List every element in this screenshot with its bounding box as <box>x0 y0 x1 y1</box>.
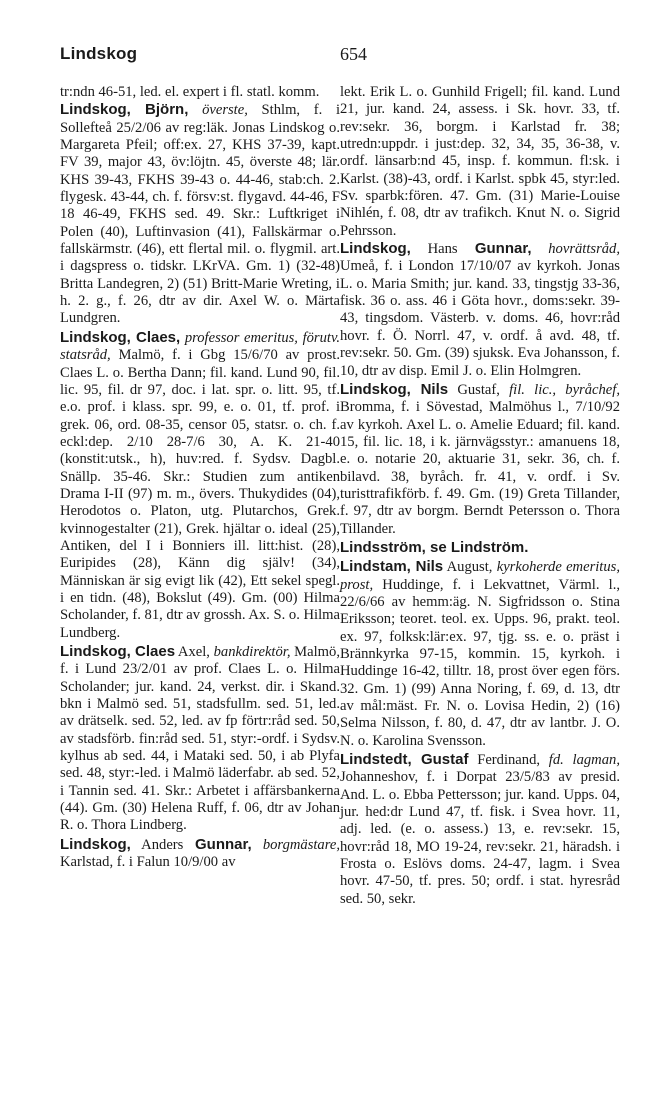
entry-body: Karlstad, f. i Falun 10/9/00 av <box>60 854 236 871</box>
entry-lindskog-nils <box>340 381 620 538</box>
entry-surname: Lindskog, <box>340 240 411 258</box>
continued-entry-text: tr:ndn 46-51, led. el. expert i fl. statl. komm. <box>60 84 320 100</box>
entry-lindskog-hans-gunnar <box>340 240 620 380</box>
entry-given-name: Nils <box>410 558 444 576</box>
entry-given-name-bold: Gunnar, <box>183 835 252 853</box>
cross-reference-text: Lindsström, se Lindström. <box>340 538 529 556</box>
entry-lindskog-gunnar <box>60 836 340 872</box>
entry-body: Bromma, f. i Sövestad, Malmöhus l., 7/10/92 av kyrkoh. Axel L. o. Amelie Eduard; fil. kand. 15, fil. lic. 18, i k. järnvägsstyr.: amanuens 18, e. o. notarie 20, aktuarie 31, sekr. 36, ch. f. bilavd. 38, byråch. fr. 41, v. ordf. i Sv. turisttrafikförb. f. 49. Gm. (19) Greta Tillander, f. 97, dtr av borgm. Berndt Petersson o. Thora Tillander. <box>340 399 620 537</box>
entry-occupation: borgmästare, <box>251 836 340 853</box>
entry-occupation: fil. lic., byråchef, <box>499 381 620 398</box>
entry-given-name-claes: Claes <box>130 643 176 660</box>
entry-lindstedt-gustaf <box>340 751 620 908</box>
entry-body: Johanneshov, f. i Dorpat 23/5/83 av presid. And. L. o. Ebba Pettersson; jur. kand. Upps. 04, jur. hed:dr Lund 47, tf. fisk. i Svea hovr. 11, adj. led. (e. o. assess.) 13, e. rev:sekr. 15, hovr:råd 18, MO 19-24, rev:sekr. 21, häradsh. i Frosta o. Eslövs doms. 24-47, lagm. i Svea hovr. 47-50, tf. pres. 50; ordf. i stat. hyresråd sed. 50, sekr. <box>340 769 620 907</box>
entry-surname: Lindskog, <box>60 328 131 346</box>
entry-given-name: Claes, <box>130 328 181 346</box>
entry-occupation: kyrkoherde emeritus, prost, <box>340 559 620 593</box>
entry-occupation: överste, <box>188 102 248 119</box>
entry-body: Malmö, f. i Gbg 15/6/70 av prost. Claes L. o. Bertha Dann; fil. kand. Lund 90, fil. lic. 95, fil. dr 97, doc. i lat. spr. o. litt. 95, tf. e.o. prof. i klass. spr. 99, e. o. 01, tf. prof. i grek. 06, ord. 08-35, censor 05, statsr. o. ch. f. eckl:dep. 2/10 28-7/6 30, A. K. 21-40 (konstit:utsk., h), huv:red. f. Sydsv. Dagbl. Snällp. 35-46. Skr.: Studien zum antiken Drama I-II (97) m. m., övers. Thukydides (04), Herodotos o. Platon, utg. Plutarchos, Grek. kvinnogestalter (21), Grek. hjältar o. ideal (25), Antiken, del I i Bonniers ill. litt:hist. (28), Euripides (28), Känn dig själv! (34), Människan är sig evigt lik (42), Ett sekel spegl. i en tidn. (48), Bokslut (49). Gm. (00) Hilma Scholander, f. 81, dtr av grossh. Ax. S. o. Hilma Lundberg. <box>60 347 340 641</box>
entry-given-name: Gustaf <box>411 751 469 769</box>
entry-lindskog-claes <box>60 329 340 642</box>
entry-surname: Lindstedt, <box>340 751 412 769</box>
entry-occupation: hovrättsråd, <box>531 241 621 258</box>
entry-body: Sthlm, f. i Sollefteå 25/2/06 av reg:läk. Jonas Lindskog o. Margareta Pfeil; off:ex. 27, KHS 37-39, kapt. FV 39, major 43, öv:löjtn. 45, överste 48; lär. KHS 39-43, FKHS 39-43 o. 44-46, stab:ch. 2. flygesk. 43-44, ch. f. försv:st. flygavd. 44-46, F 18 46-49, FKHS sed. 49. Skr.: Luftkriget i Polen (40), Luftinvasion (41), Fallskärmar o. fallskärmstr. (46), ett flertal mil. o. flygmil. art. i dagspress o. tidskr. LKrVA. Gm. 1) (32-48) Britta Landegren, 2) (51) Britt-Marie Wreting, i h. 2. g., f. 26, dtr av dir. Axel W. o. Märta Lundgren. <box>60 102 341 327</box>
entry-surname: Lindstam, <box>340 558 411 576</box>
entry-body: Umeå, f. i London 17/10/07 av kyrkoh. Jonas L. o. Maria Smith; jur. kand. 33, tingstjg 33-36, fisk. 36 o. ass. 46 i Göta hovr., doms:sekr. 39-43, tingsdom. Västerb. v. doms. 46, hovr:råd hovr. f. Ö. Norrl. 47, v. ordf. å avd. 48, tf. rev:sekr. 50. Gm. (39) sjuksk. Eva Johansson, f. 10, dtr av disp. Emil J. o. Elin Holmgren. <box>340 258 620 379</box>
entry-surname: Lindskog, <box>340 380 411 398</box>
entry-occupation: bankdirektör, <box>209 644 291 660</box>
entry-surname: Lindskog, <box>60 643 131 660</box>
entry-given-name-axel: Axel, <box>175 644 210 660</box>
entry-given-name: Anders <box>130 836 184 853</box>
entry-lindskog-bjorn <box>60 101 340 327</box>
entry-surname: Lindskog, <box>60 835 131 853</box>
entry-given-name: Hans <box>410 241 458 258</box>
entry-given-name-bold: Gunnar, <box>457 240 532 258</box>
entry-occupation: fd. lagman, <box>540 752 620 769</box>
entry-lindstam-nils <box>340 558 620 750</box>
entry-occupation: professor emeritus, förutv. statsråd, <box>60 329 340 364</box>
entry-surname: Lindskog, <box>60 101 131 119</box>
entry-body: Malmö, f. i Lund 23/2/01 av prof. Claes L. o. Hilma Scholander; jur. kand. 24, verkst. dir. i Skand. bkn i Malmö sed. 51, stadsfullm. sed. 51, led. av drätselk. sed. 52, led. av fp förtr:råd sed. 50, av stadsförb. fin:råd sed. 51, styr:-ordf. i Sydsv. kylhus ab sed. 44, i Mataki sed. 50, i ab Plyfa sed. 48, styr:-led. i Malmö läderfabr. ab sed. 52, i Tannin sed. 41. Skr.: Arbetet i affärsbankerna (44). Gm. (30) Helena Ruff, f. 06, dtr av Johan R. o. Thora Lindberg. <box>60 644 340 834</box>
entry-given-name-rest: August, <box>443 559 493 576</box>
cross-reference <box>340 539 620 557</box>
entry-given-name-rest: Ferdinand, <box>468 752 541 769</box>
entry-given-name-rest: Gustaf, <box>448 381 500 398</box>
continued-entry-text: lekt. Erik L. o. Gunhild Frigell; fil. kand. Lund 21, jur. kand. 24, assess. i Sk. hovr. 33, tf. rev:sekr. 36, borgm. i Karlstad fr. 38; utredn:uppdr. i just:dep. 32, 34, 35, 36-38, v. ordf. länsarb:nd 45, insp. f. kommun. fl:sk. i Karlst. (38)-43, ordf. i Karlst. spbk 45, styr:led. Sv. sparbk:fören. 47. Gm. (31) Marie-Louise Nihlén, f. 08, dtr av trafikch. Knut N. o. Sigrid Pehrsson. <box>340 84 620 239</box>
entry-lindskog-claes-axel <box>60 643 340 835</box>
right-column <box>340 84 620 908</box>
entry-given-name: Nils <box>410 380 449 398</box>
entry-body: Huddinge, f. i Lekvattnet, Värml. l., 22/6/66 av hemm:äg. N. Sigfridsson o. Stina Eriksson; teoret. teol. ex. Upps. 96, prakt. teol. ex. 97, folksk:lär:ex. 97, tjg. ss. e. o. präst i Brännkyrka 97-15, kommin. 15, kyrkoh. i Huddinge 16-42, tilltr. 18, prost över egen förs. 32. Gm. 1) (99) Anna Noring, f. 69, d. 13, dtr av mål:mäst. Fr. N. o. Lovisa Hedin, 2) (16) Selma Nilsson, f. 80, d. 47, dtr av lantbr. J. O. N. o. Karolina Svensson. <box>340 576 620 749</box>
page-number: 654 <box>340 44 367 64</box>
entry-given-name: Björn, <box>130 101 189 119</box>
page-header <box>60 44 620 70</box>
left-column <box>60 84 340 871</box>
running-head: Lindskog <box>60 44 138 63</box>
